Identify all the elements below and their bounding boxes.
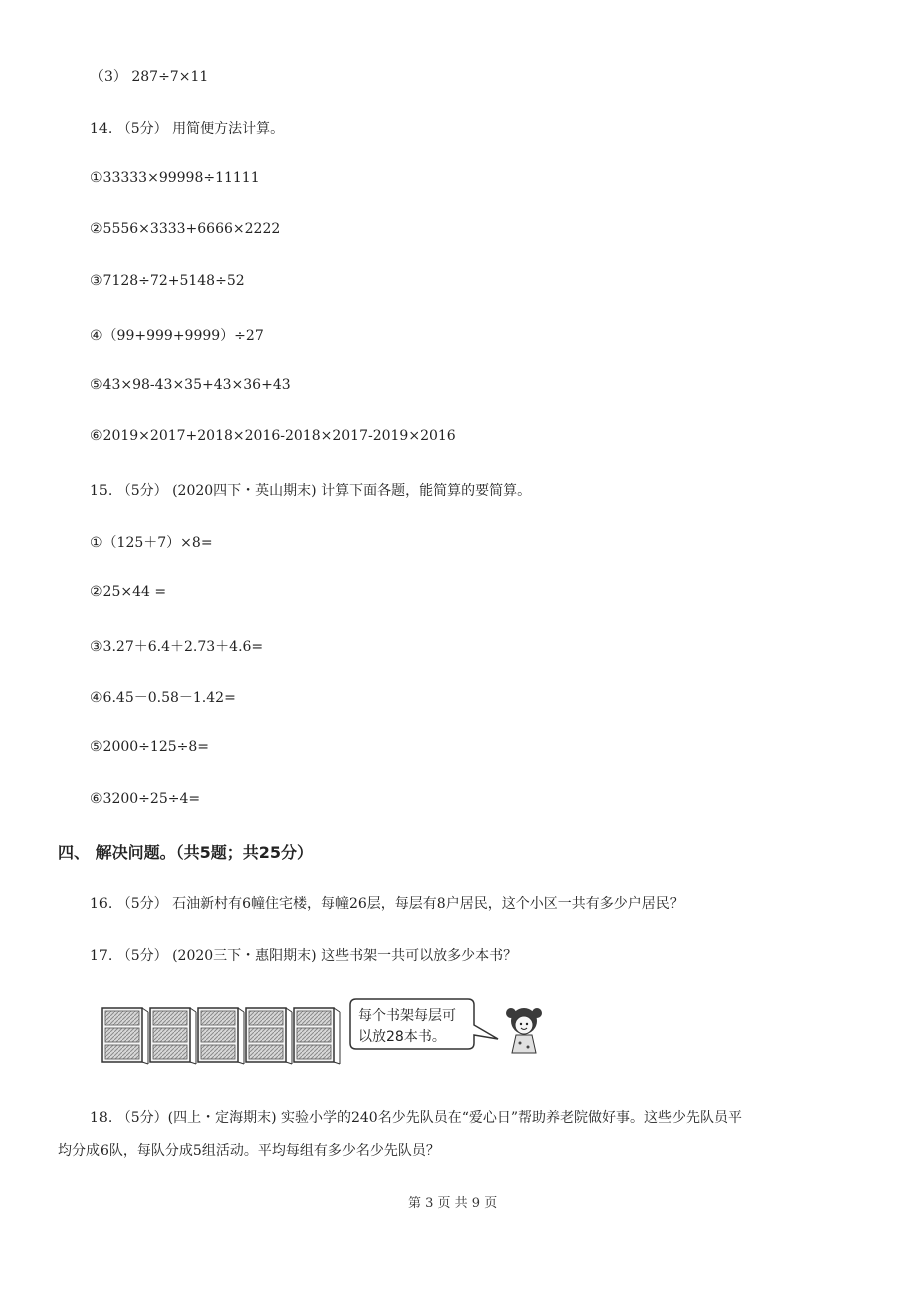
q15-title: 15. （5分） (2020四下・英山期末) 计算下面各题，能简算的要简算。 <box>90 483 532 499</box>
bookshelf-3 <box>198 1008 244 1064</box>
q14-item3: ③7128÷72+5148÷52 <box>90 273 245 289</box>
q18-text-line2: 均分成6队，每队分成5组活动。平均每组有多少名少先队员？ <box>58 1143 440 1159</box>
q14-item5: ⑤43×98-43×35+43×36+43 <box>90 377 291 393</box>
q18-text-line1: 18. （5分）(四上・定海期末) 实验小学的240名少先队员在“爱心日”帮助养老院做好事。这些少先队员平 <box>90 1110 743 1126</box>
bookshelf-2 <box>150 1008 196 1064</box>
page-footer: 第 3 页 共 9 页 <box>408 1196 498 1211</box>
bubble-line2: 以放28本书。 <box>358 1029 446 1045</box>
q15-item1: ①（125＋7）×8= <box>90 535 213 551</box>
q14-title: 14. （5分） 用简便方法计算。 <box>90 121 285 137</box>
bookshelf-1 <box>102 1008 148 1064</box>
bookshelf-4 <box>246 1008 292 1064</box>
q14-item4: ④（99+999+9999）÷27 <box>90 328 264 344</box>
q15-item6: ⑥3200÷25÷4= <box>90 791 201 807</box>
bubble-line1: 每个书架每层可 <box>358 1008 456 1024</box>
q15-item2: ②25×44 = <box>90 584 167 600</box>
section-4-heading: 四、 解决问题。（共5题；共25分） <box>58 843 313 862</box>
q14-item2: ②5556×3333+6666×2222 <box>90 221 281 237</box>
bookshelf-5 <box>294 1008 340 1064</box>
girl-icon <box>506 1008 542 1053</box>
q15-item4: ④6.45－0.58－1.42= <box>90 690 236 706</box>
q15-item3: ③3.27＋6.4＋2.73＋4.6= <box>90 639 264 655</box>
q13-part3: （3） 287÷7×11 <box>90 69 209 85</box>
q17-text: 17. （5分） (2020三下・惠阳期末) 这些书架一共可以放多少本书？ <box>90 948 518 964</box>
q16-text: 16. （5分） 石油新村有6幢住宅楼，每幢26层，每层有8户居民，这个小区一共有多少户居民？ <box>90 896 684 912</box>
bookshelf-illustration <box>100 995 570 1070</box>
q14-item1: ①33333×99998÷11111 <box>90 170 260 186</box>
q14-item6: ⑥2019×2017+2018×2016-2018×2017-2019×2016 <box>90 428 456 444</box>
q15-item5: ⑤2000÷125÷8= <box>90 739 209 755</box>
